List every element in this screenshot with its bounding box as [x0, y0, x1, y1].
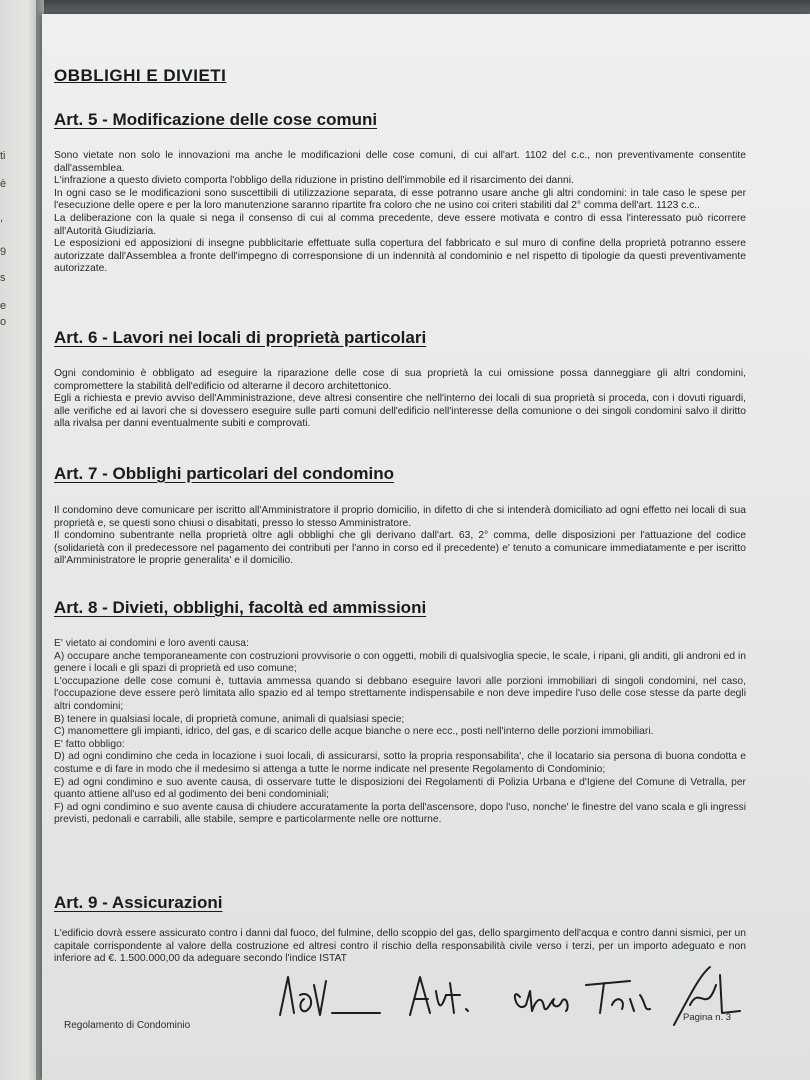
footer-document-title: Regolamento di Condominio: [64, 1020, 191, 1031]
article-paragraph: Il condomino deve comunicare per iscritto all'Amministratore il proprio domicilio, in difetto di che si intenderà domiciliato ad ogni effetto nei locali di sua proprietà e, se questi sono chiusi o disabitati, presso lo stesso Amministratore.: [54, 505, 746, 529]
previous-page-fragment: ,: [0, 212, 4, 224]
article-paragraph: Il condomino subentrante nella proprietà oltre agli obblighi che gli derivano dall'art. 63, 2° comma, delle disposizioni per l'attuazione del codice (solidarietà con il predecessore nel pagamento dei contributi per l'anno in corso ed il precedente) e' tenuto a comunicare immediatamente e per iscritto all'Amministratore le proprie generalita' e il domicilio.: [54, 530, 746, 567]
article-paragraph: E' fatto obbligo:: [54, 738, 125, 750]
article-paragraph: D) ad ogni condimino che ceda in locazione i suoi locali, di assicurarsi, sotto la propria responsabilita', che il locatario sia persona di buona condotta e costume e di fare in modo che il medesimo si attenga a tutte le norme indicate nel presente Regolamento di Condominio;: [54, 751, 746, 775]
article-6-heading: Art. 6 - Lavori nei locali di proprietà particolari: [54, 328, 427, 347]
previous-page-fragment: e: [0, 300, 7, 312]
article-paragraph: L'edificio dovrà essere assicurato contro i danni dal fuoco, del fulmine, dello scoppio del gas, dello spargimento dell'acqua e contro danni sismici, per un capitale corrispondente al valore della costruzione ed altresi contro il rischio della responsabilità civile verso i terzi, per un importo adeguato e non inferiore ad €. 1.500.000,00 da adeguare secondo l'indice ISTAT: [54, 928, 746, 965]
article-paragraph: Egli a richiesta e previo avviso dell'Amministrazione, deve altresi consentire che nell'interno dei locali di sua proprietà si proceda, con i dovuti riguardi, alle verifiche ed ai lavori che si dovessero eseguire sulle parti comuni dell'edificio nell'interesse della comunione o dei singoli condomini salvo il diritto alla rivalsa per danni eventualmente subiti e comprovati.: [54, 393, 746, 430]
article-6-body: [54, 368, 746, 431]
previous-page-fragment: è: [0, 178, 7, 190]
article-paragraph: E) ad ogni condimino e suo avente causa, di osservare tutte le disposizioni dei Regolamenti di Polizia Urbana e d'Igiene del Comune di Vetralla, per quanto attiene all'uso ed al godimento dei beni condominiali;: [54, 776, 746, 801]
previous-page-fragment: ti: [0, 150, 6, 162]
article-paragraph: L'occupazione delle cose comuni è, tuttavia ammessa quando si debbano eseguire lavori alle porzioni immobiliari di singoli condomini, nel caso, l'occupazione deve essere però limitata allo spazio ed al tempo strettamente indispensabile e non deve impedire l'uso delle cose stesse da parte degli altri condomini;: [54, 675, 746, 712]
article-paragraph: B) tenere in qualsiasi locale, di proprietà comune, animali di qualsiasi specie;: [54, 713, 405, 725]
article-paragraph: C) manomettere gli impianti, idrico, del gas, e di scarico delle acque bianche o nere ecc., posti nell'interno delle porzioni immobiliari.: [54, 726, 654, 738]
previous-page-fragment: o: [0, 316, 7, 328]
footer-page-number: Pagina n. 3: [683, 1012, 732, 1023]
article-paragraph: L'infrazione a questo divieto comporta l'obbligo della riduzione in pristino dell'immobile ed il risarcimento dei danni.: [54, 175, 574, 187]
article-paragraph: La deliberazione con la quale si nega il consenso di cui al comma precedente, deve essere motivata e contro di essa l'interessato può ricorrere all'Autorità Giudiziaria.: [54, 212, 746, 237]
article-7-heading: Art. 7 - Obblighi particolari del condomino: [54, 464, 395, 483]
article-8-body: [54, 638, 746, 827]
article-paragraph: In ogni caso se le modificazioni sono suscettibili di utilizzazione separata, di esse potranno usare anche gli altri condomini: in tale caso le spese per l'esecuzione delle opere e per la loro manutenzione saranno ripartite fra coloro che ne usino coi criteri stabiliti dal 2° comma dell'art. 1123 c.c..: [54, 187, 746, 212]
handwritten-signatures: [270, 955, 760, 1035]
article-paragraph: Sono vietate non solo le innovazioni ma anche le modificazioni delle cose comuni, di cui all'art. 1102 del c.c., non preventivamente consentite dall'assemblea.: [54, 150, 746, 174]
previous-page-edge: [0, 0, 40, 1080]
article-5-heading: Art. 5 - Modificazione delle cose comuni: [54, 110, 378, 129]
article-paragraph: A) occupare anche temporaneamente con costruzioni provvisorie o con oggetti, mobili di qualsivoglia specie, le scale, i ripani, gli anditi, gli androni ed in genere i locali e gli spazi di proprietà ed uso comune;: [54, 650, 746, 675]
section-title: OBBLIGHI E DIVIETI: [54, 66, 227, 85]
article-paragraph: E' vietato ai condomini e loro aventi causa:: [54, 638, 249, 649]
previous-page-fragment: 9: [0, 246, 7, 258]
previous-page-fragment: s: [0, 272, 6, 284]
article-5-body: [54, 150, 746, 276]
article-paragraph: F) ad ogni condimino e suo avente causa di chiudere accuratamente la porta dell'ascensore, dopo l'uso, nonche' le finestre del vano scala e gli ingressi previsti, pedonali e carrabili, alle stabile, sempre e particolarmente nelle ore notturne.: [54, 801, 746, 826]
article-paragraph: Ogni condominio è obbligato ad eseguire la riparazione delle cose di sua proprietà la cui omissione possa danneggiare gli altri condomini, compromettere la stabilità dell'edificio od alterarne il decoro architettonico.: [54, 368, 746, 392]
article-paragraph: Le esposizioni ed apposizioni di insegne pubblicitarie effettuate sulla copertura del fabbricato e sul muro di confine della proprietà potranno essere autorizzate dall'Assemblea a fronte dell'impegno di corresponsione di un indennità al condominio e nel rispetto di tipologie da questi preventivamente autorizzate.: [54, 238, 746, 275]
article-8-heading: Art. 8 - Divieti, obblighi, facoltà ed ammissioni: [54, 598, 427, 617]
article-7-body: [54, 505, 746, 568]
article-9-heading: Art. 9 - Assicurazioni: [54, 893, 223, 912]
